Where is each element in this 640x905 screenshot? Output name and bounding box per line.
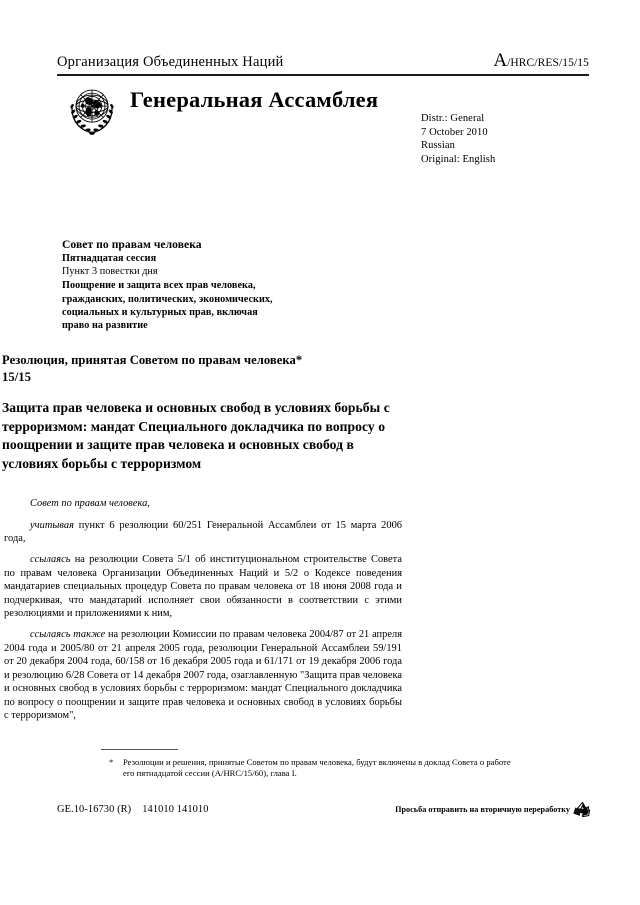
agenda-title-line-3: социальных и культурных прав, включая	[62, 306, 258, 318]
body-paragraph-3-text: на резолюции Комиссии по правам человека 2004/87 от 21 апреля 2004 года и 2005/80 от 21 апреля 2005 года, резолюции Генеральной Ассамблеи 59/191 от 20 декабря 2004 года, 60/158 от 16 декабря 2005 года и 61/171 от 19 декабря 2006 года и резолюцию 6/28 Совета от 14 декабря 2007 года, озаглавленную "Защита прав человека и основных свобод в условиях борьбы с терроризмом: мандат Специального докладчика по вопросу о поощрении и защите прав человека и основных свобод в условиях борьбы с терроризмом",	[4, 629, 402, 721]
footnote-text: Резолюции и решения, принятые Советом по правам человека, будут включены в доклад Совета о работе его пятнадцатой сессии (A/HRC/15/60), глава I.	[123, 757, 511, 779]
masthead-top-row	[57, 50, 589, 74]
body-opening-text: Совет по правам человека,	[30, 498, 150, 509]
job-number: GE.10-16730	[57, 804, 115, 815]
masthead-body	[57, 76, 589, 165]
body-paragraph-2-lead: ссылаясь	[30, 554, 71, 565]
agenda-title-line-1: Поощрение и защита всех прав человека,	[62, 280, 256, 292]
distribution-date: 7 October 2010	[421, 126, 488, 138]
job-number-block	[57, 804, 209, 815]
recycle-notice	[395, 801, 592, 818]
body-paragraph-3	[4, 628, 402, 723]
session-number: Пятнадцатая сессия	[62, 253, 157, 264]
body-paragraph-1	[4, 519, 402, 546]
distribution-original: Original: English	[421, 153, 496, 165]
agenda-item: Пункт 3 повестки дня	[62, 266, 158, 278]
distribution-type: Distr.: General	[421, 113, 485, 124]
council-name: Совет по правам человека	[62, 238, 202, 251]
job-date-code-1: 141010	[142, 804, 175, 815]
footnote-mark: *	[109, 757, 114, 767]
body-paragraph-2-text: на резолюции Совета 5/1 об институциональном строительстве Совета по правам человека Организации Объединенных Наций и 5/2 о Кодексе поведения мандатариев специальных процедур Совета по правам человека от 18 июня 2008 года и подчеркивая, что мандатарий исполняет свои обязанности в соответствии с этими резолюциями и приложениями к ним,	[4, 554, 402, 619]
job-date-code-2: 141010	[176, 804, 209, 815]
distribution-block	[421, 112, 495, 166]
footnote	[101, 757, 521, 780]
document-symbol	[493, 50, 589, 72]
body-paragraph-1-lead: учитывая	[30, 519, 74, 531]
body-opening	[4, 497, 402, 511]
resolution-number: 15/15	[2, 369, 31, 384]
recycle-icon	[573, 801, 592, 818]
document-symbol-prefix: A	[493, 50, 508, 71]
resolution-adopted-line: Резолюция, принятая Советом по правам человека*	[2, 353, 303, 367]
job-language-code: (R)	[117, 804, 132, 815]
distribution-language: Russian	[421, 140, 455, 152]
masthead	[57, 50, 589, 165]
un-emblem-icon	[64, 84, 120, 136]
session-block	[62, 237, 422, 332]
body-paragraph-3-lead: ссылаясь также	[30, 629, 106, 640]
organization-name: Организация Объединенных Наций	[57, 54, 284, 70]
resolution-title: Защита прав человека и основных свобод в условиях борьбы с терроризмом: мандат Специального докладчика по вопросу о поощрении и защите прав человека и основных свобод в условиях борьбы с терроризмом	[2, 400, 390, 471]
body-paragraph-1-text: пункт 6 резолюции 60/251 Генеральной Ассамблеи от 15 марта 2006 года,	[4, 519, 402, 544]
agenda-title-line-4: право на развитие	[62, 320, 148, 332]
agenda-title-line-2: гражданских, политических, экономических,	[62, 293, 273, 305]
page-footer	[57, 801, 592, 818]
document-symbol-rest: /HRC/RES/15/15	[507, 57, 589, 69]
body-paragraph-2	[4, 553, 402, 621]
resolution-heading	[2, 352, 432, 385]
footnote-separator	[101, 749, 178, 750]
recycle-notice-text: Просьба отправить на вторичную переработку	[395, 805, 570, 814]
assembly-title: Генеральная Ассамблея	[130, 87, 379, 112]
resolution-body	[4, 497, 402, 730]
